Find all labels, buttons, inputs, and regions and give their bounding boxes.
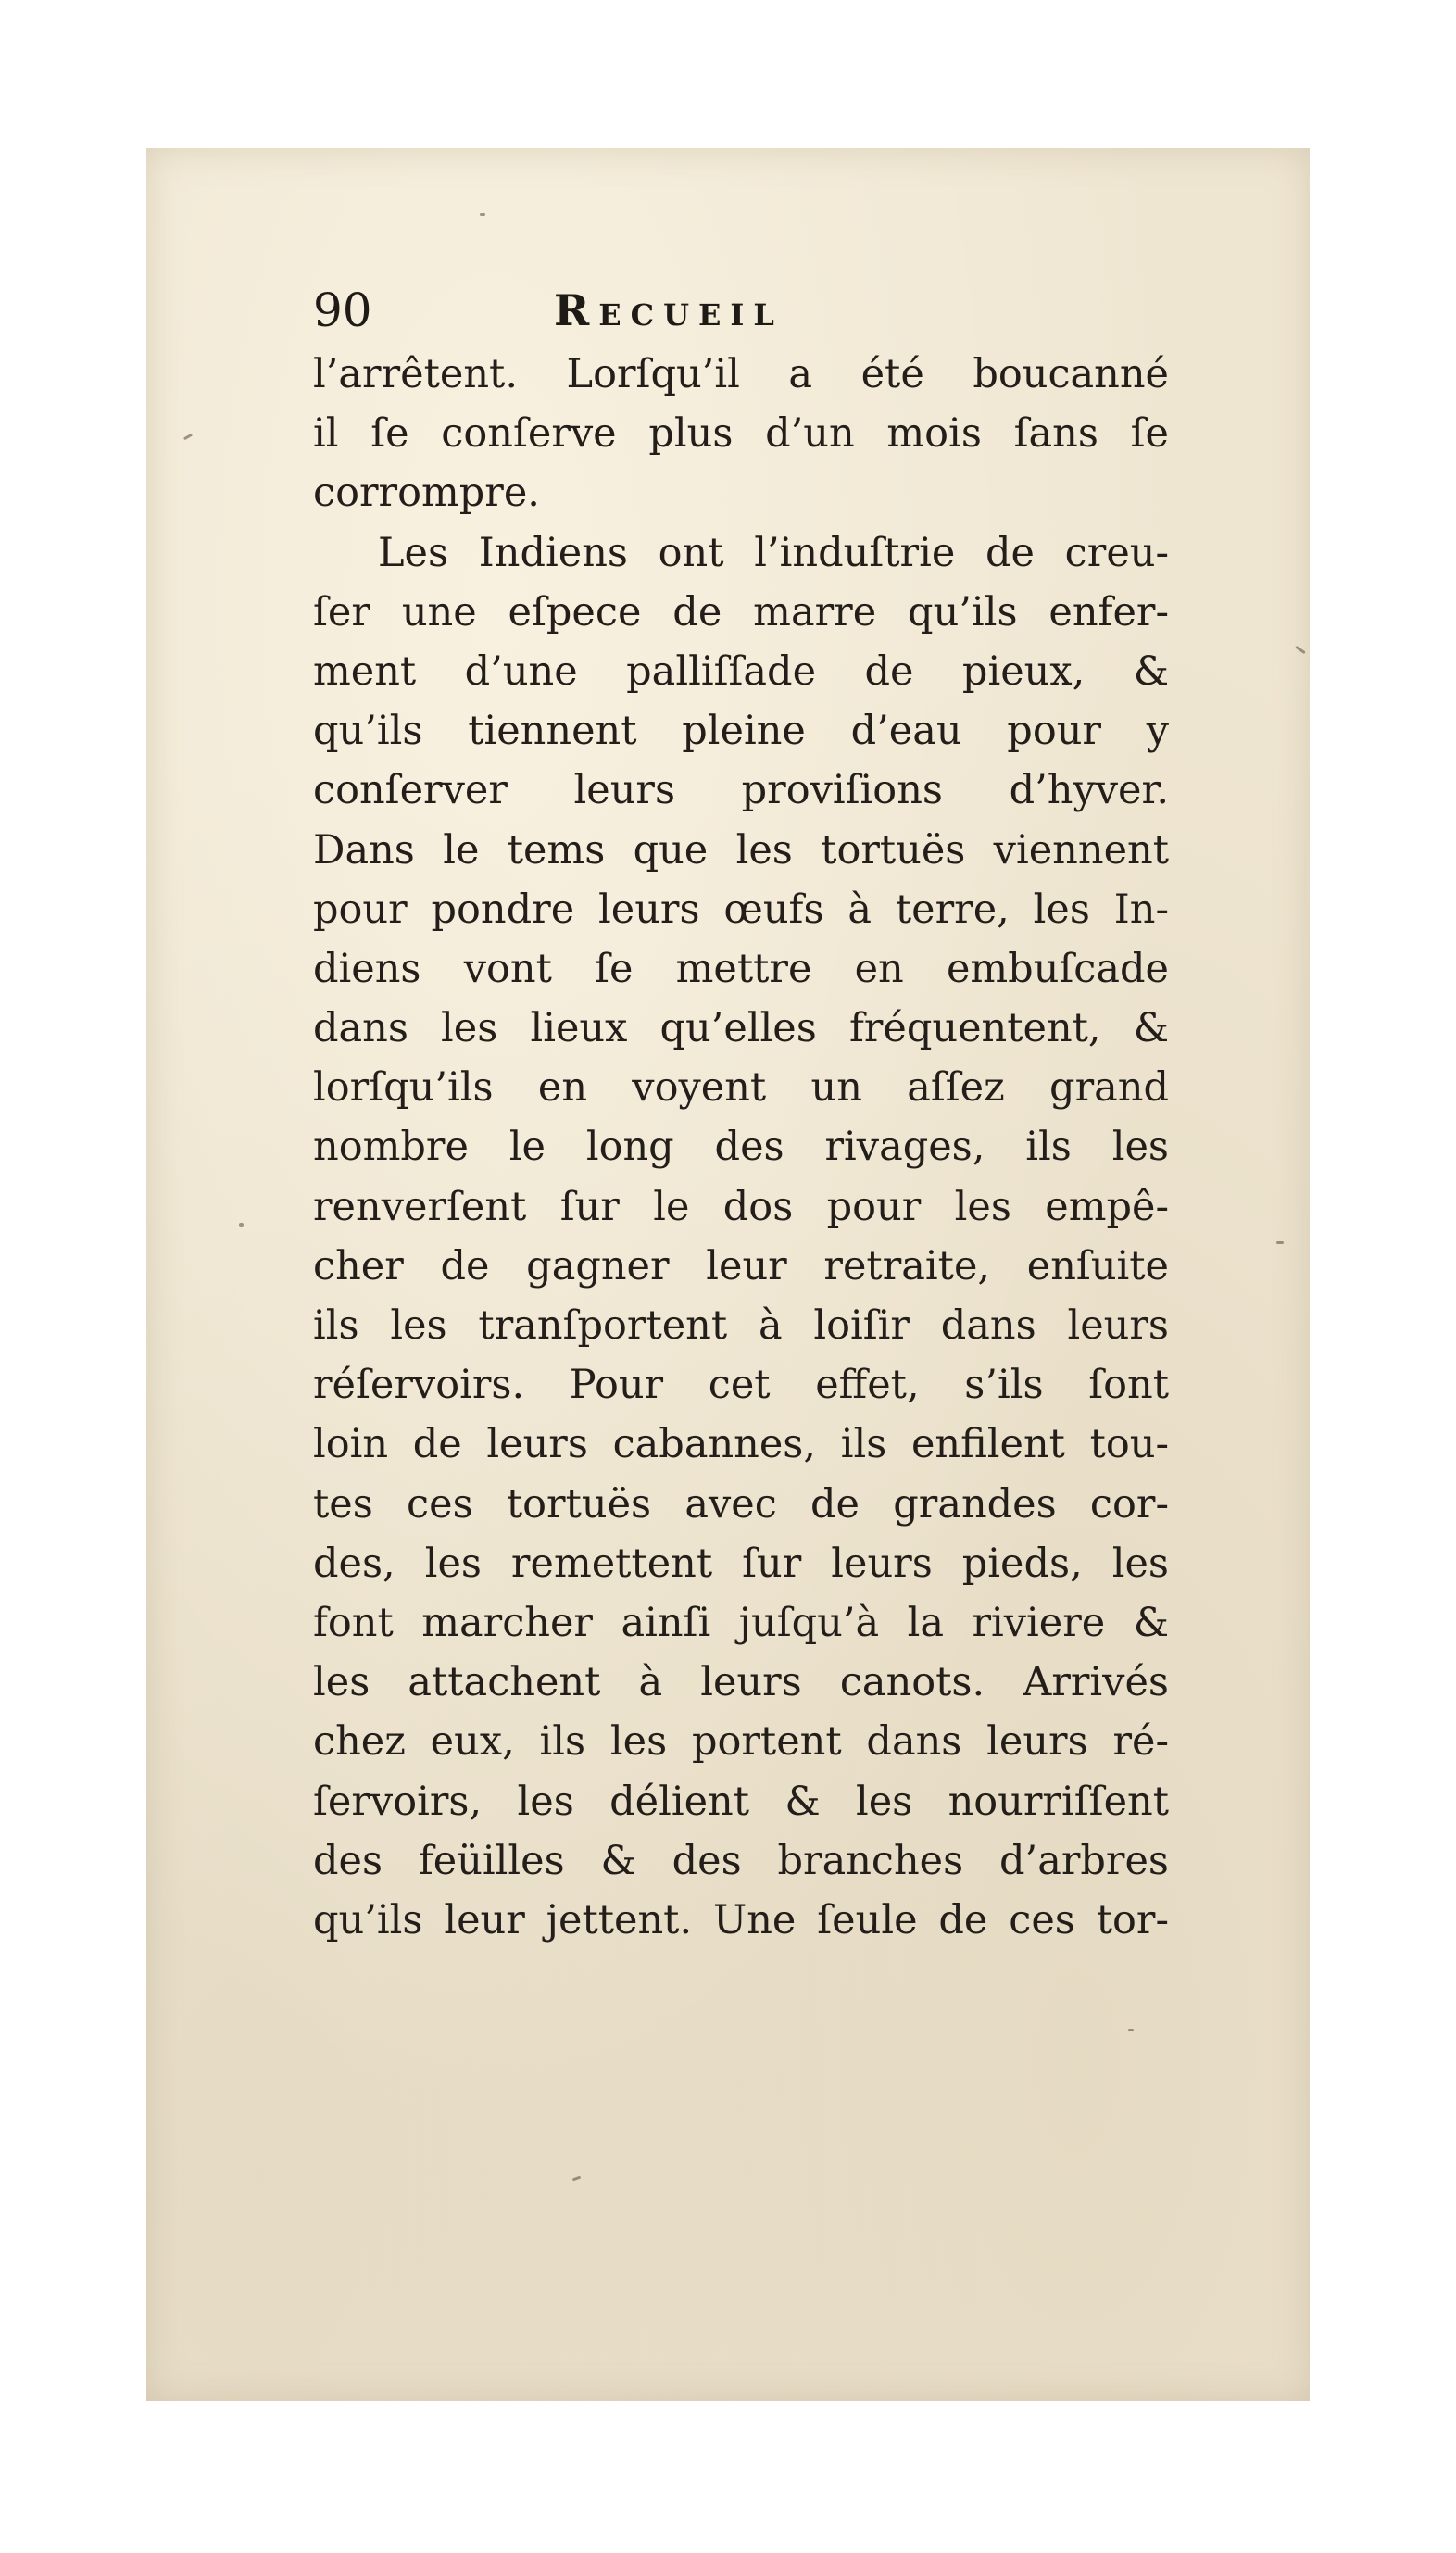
text-line: qu’ils tiennent pleine d’eau pour y bbox=[313, 708, 1169, 755]
text-line: Dans le tems que les tortuës viennent bbox=[313, 826, 1169, 874]
running-head: Recueil bbox=[554, 285, 784, 335]
paper-speck bbox=[1276, 1241, 1284, 1244]
text-line: Les Indiens ont l’induſtrie de creu- bbox=[378, 529, 1169, 576]
paper-speck bbox=[1128, 2029, 1134, 2031]
text-line: nombre le long des rivages, ils les bbox=[313, 1124, 1169, 1171]
text-line: diens vont ſe mettre en embuſcade bbox=[313, 945, 1169, 992]
page-header bbox=[313, 278, 1147, 343]
text-line: ſer une eſpece de marre qu’ils enfer- bbox=[313, 588, 1169, 635]
text-line: les attachent à leurs canots. Arrivés bbox=[313, 1659, 1169, 1706]
text-line: cher de gagner leur retraite, enſuite bbox=[313, 1242, 1169, 1289]
paper-speck bbox=[239, 1223, 244, 1227]
paper-speck bbox=[480, 213, 485, 216]
text-line: ſervoirs, les délient & les nourriſſent bbox=[313, 1778, 1169, 1825]
text-line: chez eux, ils les portent dans leurs ré- bbox=[313, 1718, 1169, 1766]
book-page bbox=[146, 148, 1310, 2401]
text-line: l’arrêtent. Lorſqu’il a été boucanné bbox=[313, 351, 1169, 397]
text-line: loin de leurs cabannes, ils enfilent tou- bbox=[313, 1421, 1169, 1468]
text-line: ment d’une palliſſade de pieux, & bbox=[313, 648, 1169, 695]
text-line: réſervoirs. Pour cet effet, s’ils ſont bbox=[313, 1362, 1169, 1409]
page-number: 90 bbox=[313, 283, 372, 337]
text-line: des feüilles & des branches d’arbres bbox=[313, 1837, 1169, 1884]
text-line: dans les lieux qu’elles fréquentent, & bbox=[313, 1005, 1169, 1052]
text-line: pour pondre leurs œufs à terre, les In- bbox=[313, 886, 1169, 933]
text-line: conſerver leurs proviſions d’hyver. bbox=[313, 767, 1169, 814]
text-line: corrompre. bbox=[313, 470, 540, 517]
paper-speck bbox=[572, 2176, 581, 2182]
text-line: qu’ils leur jettent. Une ſeule de ces tor- bbox=[313, 1896, 1169, 1943]
text-line: des, les remettent ſur leurs pieds, les bbox=[313, 1540, 1169, 1587]
paper-speck bbox=[1295, 646, 1306, 654]
text-line: tes ces tortuës avec de grandes cor- bbox=[313, 1480, 1169, 1528]
text-line: lorſqu’ils en voyent un aſſez grand bbox=[313, 1064, 1169, 1112]
text-line: font marcher ainſi juſqu’à la riviere & bbox=[313, 1599, 1169, 1646]
text-line: renverſent ſur le dos pour les empê- bbox=[313, 1183, 1169, 1230]
text-line: ils les tranſportent à loiſir dans leurs bbox=[313, 1302, 1169, 1349]
body-text bbox=[313, 345, 1169, 1950]
paper-speck bbox=[183, 434, 193, 441]
text-line: il ſe conſerve plus d’un mois ſans ſe bbox=[313, 410, 1169, 458]
